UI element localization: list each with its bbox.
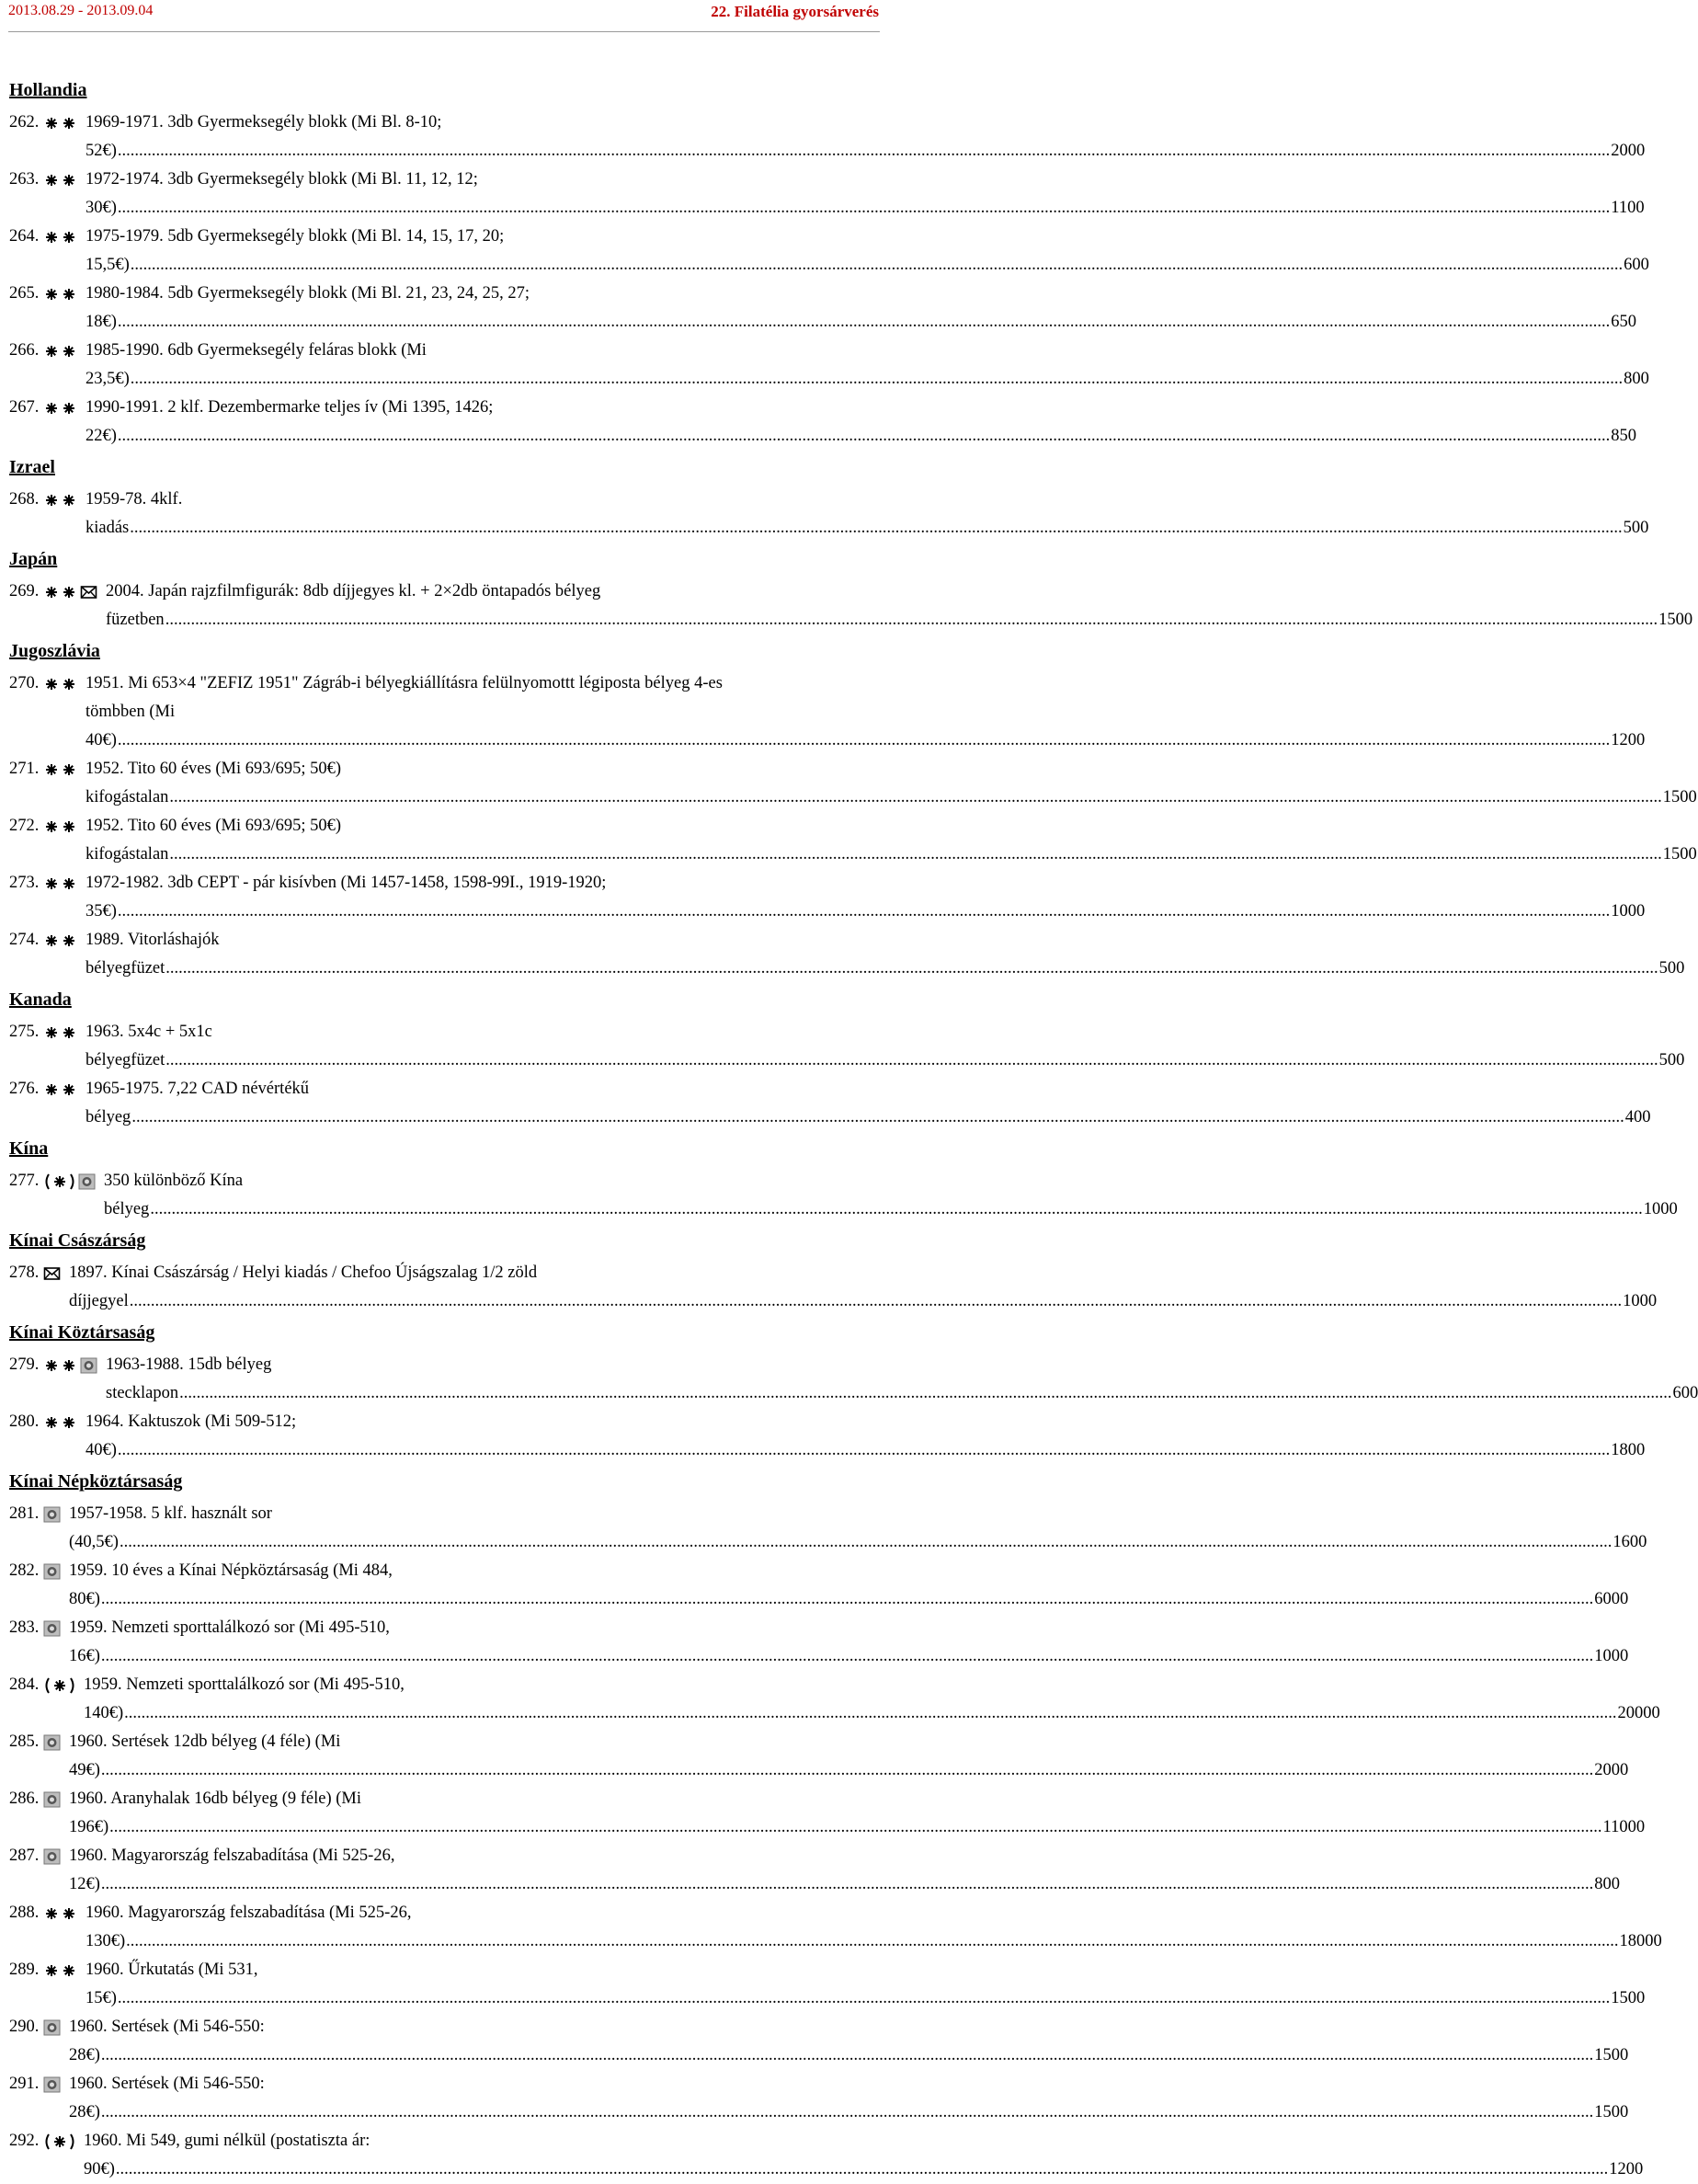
dot-leader — [131, 370, 1623, 388]
condition-icons — [43, 1956, 80, 1984]
lot-line — [69, 2070, 802, 2127]
hinged-icon — [43, 2133, 76, 2150]
lot-row — [9, 1956, 802, 2013]
lot-number: 271. — [9, 755, 40, 783]
lot-description: 1963. 5x4c + 5x1c bélyegfüzet — [85, 1023, 212, 1069]
lot-number: 287. — [9, 1842, 40, 1870]
condition-icons — [43, 109, 80, 137]
dot-leader — [101, 2046, 1593, 2064]
lot-line — [104, 1167, 802, 1224]
mint-icon — [43, 286, 78, 303]
lot-line — [85, 280, 802, 337]
starting-price: 1200 — [1611, 731, 1645, 749]
dot-leader — [165, 611, 1658, 629]
mint-icon — [43, 818, 78, 835]
condition-icons — [43, 1259, 63, 1287]
used-icon — [43, 2019, 62, 2036]
lot-line — [106, 1351, 802, 1408]
lot-description: 1969-1971. 3db Gyermeksegély blokk (Mi Bl. 8-10; 52€) — [85, 113, 441, 160]
lot-description: 1897. Kínai Császárság / Helyi kiadás / Chefoo Újságszalag 1/2 zöld díjjegyel — [69, 1264, 537, 1310]
mint-icon — [43, 1081, 78, 1098]
condition-icons — [43, 1075, 80, 1103]
lot-row — [9, 337, 802, 394]
condition-icons — [43, 337, 80, 365]
mint-icon — [43, 1024, 78, 1041]
condition-icons — [43, 166, 80, 194]
used-icon — [80, 1357, 98, 1374]
lot-number: 285. — [9, 1728, 40, 1756]
lot-line — [85, 223, 802, 280]
condition-icons — [43, 2070, 63, 2098]
mint-icon — [43, 172, 78, 189]
lot-row — [9, 869, 802, 926]
lot-row — [9, 1728, 802, 1785]
lot-description: tömbben (Mi 40€) — [85, 703, 175, 749]
lot-line — [85, 1075, 802, 1132]
dot-leader — [131, 256, 1623, 274]
lot-description: 1960. Magyarország felszabadítása (Mi 525-26, 12€) — [69, 1847, 394, 1893]
dot-leader — [118, 902, 1610, 920]
lot-row — [9, 1557, 802, 1614]
dot-leader — [130, 1292, 1622, 1310]
lot-number: 265. — [9, 280, 40, 308]
lot-description: 1963-1988. 15db bélyeg stecklapon — [106, 1355, 271, 1402]
condition-icons — [43, 1018, 80, 1046]
lot-description: 1960. Sertések 12db bélyeg (4 féle) (Mi 49€) — [69, 1732, 340, 1779]
used-icon — [43, 1506, 62, 1523]
dot-leader — [179, 1384, 1671, 1402]
lot-number: 270. — [9, 669, 40, 698]
lot-line — [85, 1899, 802, 1956]
lot-row — [9, 1351, 802, 1408]
lot-list — [9, 74, 802, 2184]
condition-icons — [43, 2127, 78, 2155]
country-heading: Kínai Császárság — [9, 1224, 802, 1259]
used-icon — [78, 1173, 97, 1190]
dot-leader — [118, 1441, 1610, 1459]
country-heading: Kína — [9, 1132, 802, 1167]
lot-number: 268. — [9, 486, 40, 514]
lot-description: 1965-1975. 7,22 CAD névértékű bélyeg — [85, 1080, 309, 1126]
mint-icon — [43, 875, 78, 892]
lot-row — [9, 755, 802, 812]
country-heading: Kínai Köztársaság — [9, 1316, 802, 1351]
starting-price: 1000 — [1594, 1647, 1628, 1665]
dot-leader — [130, 519, 1622, 537]
mint-icon — [43, 492, 78, 509]
condition-icons — [43, 280, 80, 308]
lot-description: 1959-78. 4klf. kiadás — [85, 490, 182, 537]
starting-price: 1500 — [1663, 788, 1697, 806]
condition-icons — [43, 755, 80, 783]
starting-price: 20000 — [1618, 1704, 1660, 1722]
lot-line — [85, 869, 802, 926]
lot-line — [69, 1614, 802, 1671]
lot-description: 1960. Űrkutatás (Mi 531, 15€) — [85, 1961, 258, 2007]
condition-icons — [43, 1785, 63, 1813]
condition-icons — [43, 926, 80, 955]
mint-icon — [43, 761, 78, 778]
lot-line — [69, 1842, 802, 1899]
lot-description: 1975-1979. 5db Gyermeksegély blokk (Mi Bl. 14, 15, 17, 20; 15,5€) — [85, 227, 504, 274]
lot-row — [9, 1671, 802, 1728]
lot-line — [69, 2013, 802, 2070]
lot-line — [85, 166, 802, 223]
used-icon — [43, 1620, 62, 1637]
lot-row — [9, 486, 802, 543]
country-heading: Hollandia — [9, 74, 802, 109]
lot-number: 278. — [9, 1259, 40, 1287]
starting-price: 1000 — [1623, 1292, 1657, 1310]
lot-row — [9, 1018, 802, 1075]
starting-price: 6000 — [1594, 1590, 1628, 1608]
lot-line — [85, 926, 802, 983]
starting-price: 1600 — [1613, 1533, 1647, 1551]
mint-icon — [43, 676, 78, 692]
lot-description: 1959. Nemzeti sporttalálkozó sor (Mi 495-510, 140€) — [84, 1675, 405, 1722]
condition-icons — [43, 2013, 63, 2041]
lot-number: 284. — [9, 1671, 40, 1699]
lot-line — [85, 486, 802, 543]
lot-row — [9, 1075, 802, 1132]
country-heading: Kínai Népköztársaság — [9, 1465, 802, 1500]
lot-row — [9, 166, 802, 223]
starting-price: 1500 — [1611, 1989, 1645, 2007]
mint-icon — [43, 584, 78, 600]
lot-row — [9, 109, 802, 166]
lot-description-line: 1951. Mi 653×4 "ZEFIZ 1951" Zágráb-i bélyegkiállításra felülnyomottt légiposta bélyeg 4-es — [85, 669, 802, 698]
header-divider — [8, 31, 880, 32]
dot-leader — [118, 313, 1610, 331]
lot-row — [9, 2070, 802, 2127]
mint-icon — [43, 1414, 78, 1431]
lot-number: 263. — [9, 166, 40, 194]
lot-description: 1985-1990. 6db Gyermeksegély feláras blokk (Mi 23,5€) — [85, 341, 427, 388]
dot-leader — [101, 1590, 1593, 1608]
lot-line — [85, 337, 802, 394]
condition-icons — [43, 1671, 78, 1699]
auction-title: 22. Filatélia gyorsárverés — [711, 3, 879, 21]
condition-icons — [43, 486, 80, 514]
lot-number: 292. — [9, 2127, 40, 2155]
starting-price: 500 — [1659, 959, 1685, 978]
lot-number: 279. — [9, 1351, 40, 1379]
lot-line — [69, 1557, 802, 1614]
lot-description: 1952. Tito 60 éves (Mi 693/695; 50€) kifogástalan — [85, 817, 341, 863]
mint-icon — [43, 932, 78, 949]
mint-icon — [43, 115, 78, 131]
mint-icon — [43, 400, 78, 417]
lot-line — [85, 812, 802, 869]
lot-number: 275. — [9, 1018, 40, 1046]
lot-row — [9, 1899, 802, 1956]
dot-leader — [101, 1875, 1593, 1893]
dot-leader — [101, 2103, 1593, 2121]
dot-leader — [150, 1200, 1642, 1218]
lot-line — [85, 698, 802, 755]
lot-row — [9, 1614, 802, 1671]
starting-price: 2000 — [1594, 1761, 1628, 1779]
dot-leader — [126, 1932, 1618, 1950]
mint-icon — [43, 1357, 78, 1374]
country-heading: Kanada — [9, 983, 802, 1018]
starting-price: 1500 — [1594, 2103, 1628, 2121]
condition-icons — [43, 394, 80, 422]
used-icon — [43, 2076, 62, 2093]
condition-icons — [43, 1728, 63, 1756]
starting-price: 800 — [1624, 370, 1649, 388]
condition-icons — [43, 812, 80, 840]
lot-line — [85, 755, 802, 812]
country-heading: Japán — [9, 543, 802, 577]
lot-number: 274. — [9, 926, 40, 955]
lot-number: 262. — [9, 109, 40, 137]
lot-row — [9, 1500, 802, 1557]
starting-price: 800 — [1594, 1875, 1620, 1893]
starting-price: 400 — [1625, 1108, 1651, 1126]
condition-icons — [43, 1842, 63, 1870]
lot-description: 1972-1974. 3db Gyermeksegély blokk (Mi Bl. 11, 12, 12; 30€) — [85, 170, 478, 217]
dot-leader — [118, 427, 1610, 445]
lot-description: 1957-1958. 5 klf. használt sor (40,5€) — [69, 1504, 272, 1551]
lot-description: 1980-1984. 5db Gyermeksegély blokk (Mi Bl. 21, 23, 24, 25, 27; 18€) — [85, 284, 530, 331]
starting-price: 2000 — [1611, 142, 1645, 160]
dot-leader — [116, 2160, 1608, 2178]
lot-number: 280. — [9, 1408, 40, 1436]
starting-price: 600 — [1673, 1384, 1698, 1402]
lot-description: 1972-1982. 3db CEPT - pár kisívben (Mi 1457-1458, 1598-99I., 1919-1920; 35€) — [85, 874, 606, 920]
dot-leader — [118, 1989, 1610, 2007]
dot-leader — [131, 1108, 1624, 1126]
lot-number: 289. — [9, 1956, 40, 1984]
dot-leader — [118, 142, 1610, 160]
lot-description: 1960. Magyarország felszabadítása (Mi 525-26, 130€) — [85, 1904, 411, 1950]
mint-icon — [43, 229, 78, 246]
mint-icon — [43, 1905, 78, 1922]
lot-number: 276. — [9, 1075, 40, 1103]
lot-description: 1990-1991. 2 klf. Dezembermarke teljes ív (Mi 1395, 1426; 22€) — [85, 398, 493, 445]
dot-leader — [124, 1704, 1616, 1722]
lot-row — [9, 1259, 802, 1316]
lot-row — [9, 577, 802, 635]
dot-leader — [165, 1051, 1658, 1069]
starting-price: 1500 — [1594, 2046, 1628, 2064]
starting-price: 1200 — [1609, 2160, 1643, 2178]
lot-number: 264. — [9, 223, 40, 251]
dot-leader — [169, 788, 1661, 806]
lot-number: 286. — [9, 1785, 40, 1813]
condition-icons — [43, 1500, 63, 1528]
lot-row — [9, 669, 802, 755]
starting-price: 1500 — [1658, 611, 1692, 629]
lot-line — [84, 2127, 802, 2184]
starting-price: 500 — [1624, 519, 1649, 537]
lot-line — [85, 1956, 802, 2013]
lot-number: 273. — [9, 869, 40, 898]
lot-row — [9, 280, 802, 337]
lot-line — [85, 109, 802, 166]
lot-number: 282. — [9, 1557, 40, 1585]
mint-icon — [43, 1962, 78, 1979]
condition-icons — [43, 669, 80, 698]
dot-leader — [101, 1647, 1593, 1665]
lot-row — [9, 223, 802, 280]
condition-icons — [43, 577, 100, 606]
lot-line — [84, 1671, 802, 1728]
condition-icons — [43, 1899, 80, 1927]
lot-description: 350 különböző Kína bélyeg — [104, 1172, 243, 1218]
condition-icons — [43, 223, 80, 251]
starting-price: 600 — [1624, 256, 1649, 274]
used-icon — [43, 1791, 62, 1808]
starting-price: 11000 — [1603, 1818, 1646, 1836]
used-icon — [43, 1563, 62, 1580]
lot-number: 266. — [9, 337, 40, 365]
lot-row — [9, 926, 802, 983]
lot-description: 2004. Japán rajzfilmfigurák: 8db díjjegyes kl. + 2×2db öntapadós bélyeg füzetben — [106, 582, 600, 629]
lot-number: 281. — [9, 1500, 40, 1528]
starting-price: 500 — [1659, 1051, 1685, 1069]
condition-icons — [43, 1408, 80, 1436]
lot-number: 267. — [9, 394, 40, 422]
lot-row — [9, 1785, 802, 1842]
condition-icons — [43, 869, 80, 898]
dot-leader — [109, 1818, 1601, 1836]
dot-leader — [169, 845, 1661, 863]
country-heading: Izrael — [9, 451, 802, 486]
hinged-icon — [43, 1173, 76, 1190]
starting-price: 1100 — [1611, 199, 1644, 217]
lot-line — [85, 1408, 802, 1465]
lot-number: 290. — [9, 2013, 40, 2041]
used-icon — [43, 1848, 62, 1865]
lot-number: 283. — [9, 1614, 40, 1642]
lot-row — [9, 1167, 802, 1224]
mint-icon — [43, 343, 78, 360]
lot-description: 1960. Mi 549, gumi nélkül (postatiszta ár: 90€) — [84, 2132, 370, 2178]
starting-price: 18000 — [1620, 1932, 1662, 1950]
condition-icons — [43, 1351, 100, 1379]
lot-line — [69, 1728, 802, 1785]
lot-line — [69, 1500, 802, 1557]
lot-line — [69, 1785, 802, 1842]
used-icon — [43, 1734, 62, 1751]
starting-price: 1800 — [1611, 1441, 1645, 1459]
lot-number: 272. — [9, 812, 40, 840]
dot-leader — [120, 1533, 1612, 1551]
lot-description: 1960. Aranyhalak 16db bélyeg (9 féle) (Mi 196€) — [69, 1790, 361, 1836]
condition-icons — [43, 1614, 63, 1642]
lot-description: 1960. Sertések (Mi 546-550: 28€) — [69, 2018, 265, 2064]
starting-price: 1000 — [1611, 902, 1645, 920]
date-range: 2013.08.29 - 2013.09.04 — [8, 3, 153, 19]
dot-leader — [101, 1761, 1593, 1779]
lot-line — [106, 577, 802, 635]
dot-leader — [165, 959, 1658, 978]
lot-line — [85, 1018, 802, 1075]
lot-line — [69, 1259, 802, 1316]
lot-number: 269. — [9, 577, 40, 606]
country-heading: Jugoszlávia — [9, 635, 802, 669]
lot-row — [9, 2127, 802, 2184]
envelope-icon — [80, 584, 98, 600]
lot-description: 1959. Nemzeti sporttalálkozó sor (Mi 495-510, 16€) — [69, 1618, 390, 1665]
starting-price: 1000 — [1644, 1200, 1678, 1218]
starting-price: 850 — [1611, 427, 1636, 445]
lot-number: 277. — [9, 1167, 40, 1195]
lot-description: 1959. 10 éves a Kínai Népköztársaság (Mi 484, 80€) — [69, 1561, 393, 1608]
lot-description: 1989. Vitorláshajók bélyegfüzet — [85, 931, 220, 978]
starting-price: 650 — [1611, 313, 1636, 331]
lot-line — [85, 394, 802, 451]
lot-row — [9, 812, 802, 869]
lot-number: 288. — [9, 1899, 40, 1927]
lot-row — [9, 394, 802, 451]
lot-row — [9, 2013, 802, 2070]
lot-row — [9, 1408, 802, 1465]
lot-description: 1964. Kaktuszok (Mi 509-512; 40€) — [85, 1412, 296, 1459]
starting-price: 1500 — [1663, 845, 1697, 863]
dot-leader — [118, 199, 1610, 217]
lot-description: 1952. Tito 60 éves (Mi 693/695; 50€) kifogástalan — [85, 760, 341, 806]
condition-icons — [43, 1167, 98, 1195]
lot-description: 1960. Sertések (Mi 546-550: 28€) — [69, 2075, 265, 2121]
lot-number: 291. — [9, 2070, 40, 2098]
envelope-icon — [43, 1265, 62, 1282]
lot-row — [9, 1842, 802, 1899]
hinged-icon — [43, 1677, 76, 1694]
dot-leader — [118, 731, 1610, 749]
condition-icons — [43, 1557, 63, 1585]
